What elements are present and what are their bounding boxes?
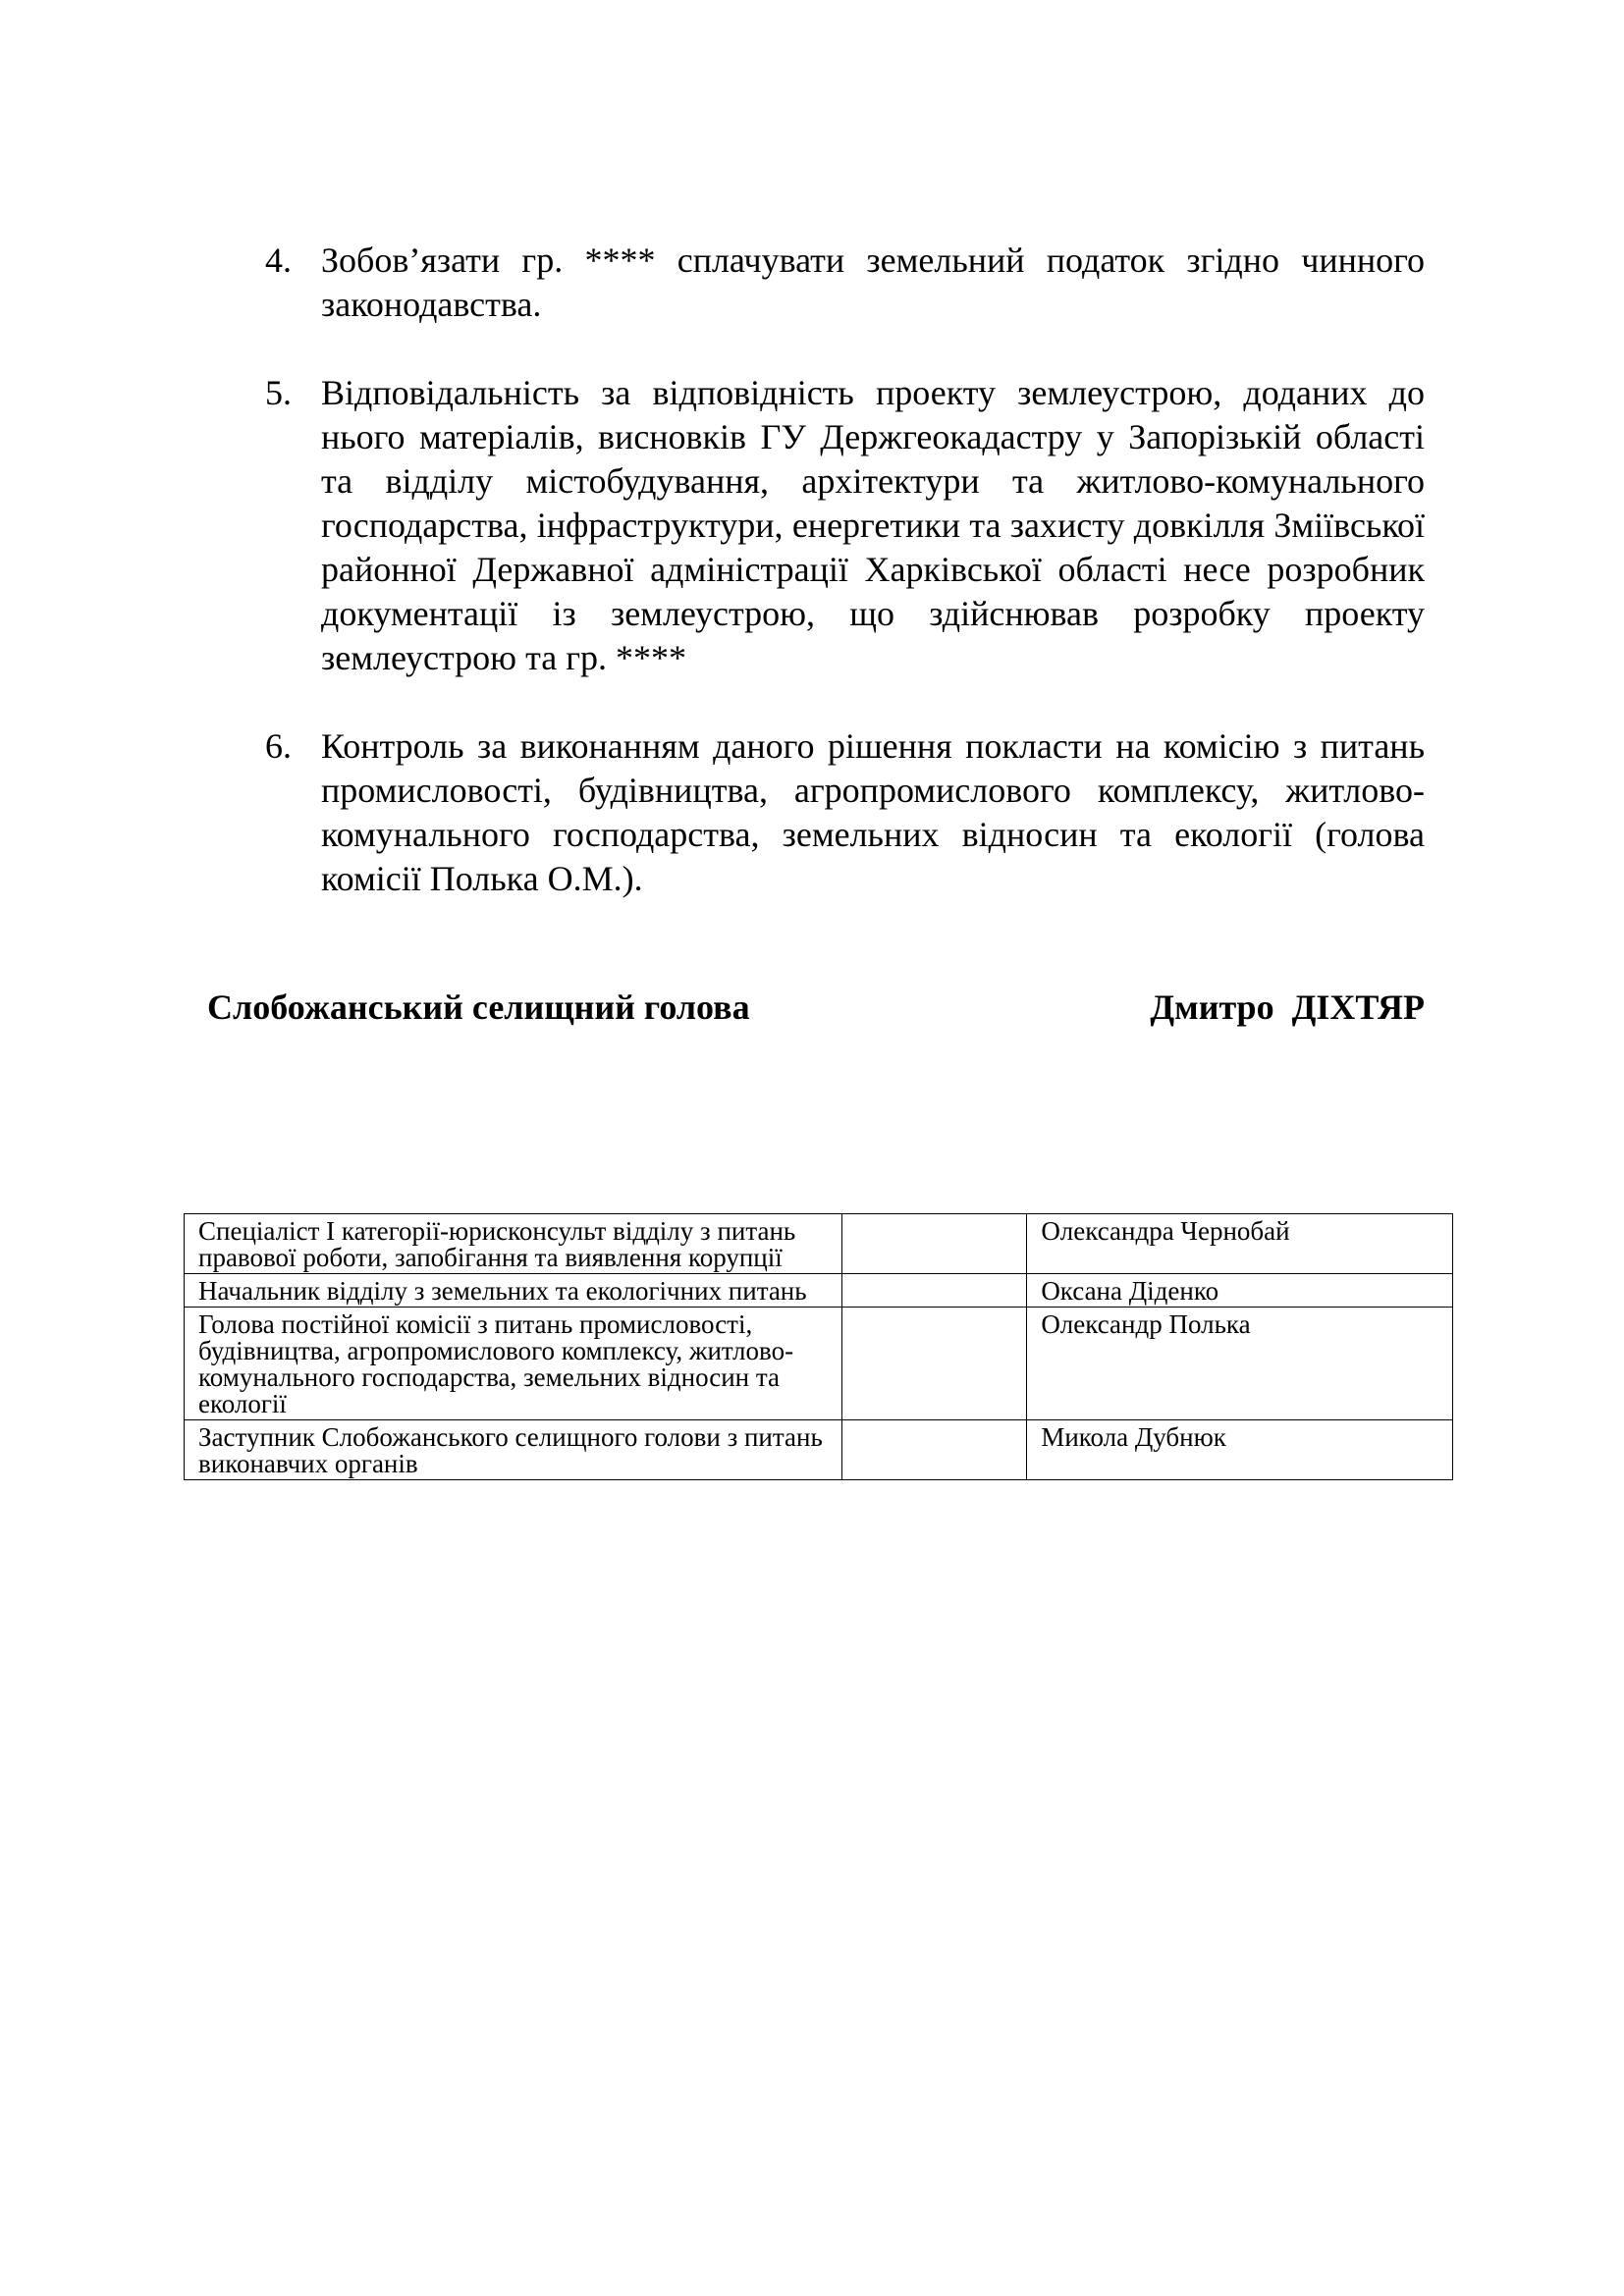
- signatory-name: Дмитро ДІХТЯР: [1150, 988, 1425, 1027]
- item-number: 4.: [265, 240, 292, 280]
- table-row: [185, 1308, 1453, 1420]
- signature-block: [207, 986, 1425, 1035]
- approver-position: Заступник Слобожанського селищного голови з питань виконавчих органів: [185, 1420, 842, 1480]
- approver-signature-cell: [841, 1420, 1027, 1480]
- approver-name: Олександра Чернобай: [1027, 1214, 1453, 1274]
- list-item: [265, 371, 1425, 680]
- approver-signature-cell: [841, 1274, 1027, 1308]
- approver-position: Спеціаліст І категорії-юрисконсульт відділу з питань правової роботи, запобігання та виявлення корупції: [185, 1214, 842, 1274]
- table-row: [185, 1420, 1453, 1480]
- table-row: [185, 1274, 1453, 1308]
- item-number: 5.: [265, 373, 292, 412]
- item-text: Контроль за виконанням даного рішення покласти на комісію з питань промисловості, будівництва, агропромислового комплексу, житлово-комунального господарства, земельних відносин та екології (голова комісії Полька О.М.).: [321, 726, 1425, 898]
- list-item: [265, 239, 1425, 327]
- approver-name: Микола Дубнюк: [1027, 1420, 1453, 1480]
- approver-name: Олександр Полька: [1027, 1308, 1453, 1420]
- approver-name: Оксана Діденко: [1027, 1274, 1453, 1308]
- approver-position: Начальник відділу з земельних та екологічних питань: [185, 1274, 842, 1308]
- item-text: Відповідальність за відповідність проекту землеустрою, доданих до нього матеріалів, висновків ГУ Держгеокадастру у Запорізькій області та відділу містобудування, архітектури та житлово-комунального господарства, інфраструктури, енергетики та захисту довкілля Зміївської районної Державної адміністрації Харківської області несе розробник документації із землеустрою, що здійснював розробку проекту землеустрою та гр. ****: [321, 373, 1425, 677]
- approvals-table: [184, 1213, 1453, 1480]
- item-number: 6.: [265, 726, 292, 766]
- table-row: [185, 1214, 1453, 1274]
- list-item: [265, 724, 1425, 901]
- approver-signature-cell: [841, 1308, 1027, 1420]
- item-text: Зобов’язати гр. **** сплачувати земельний податок згідно чинного законодавства.: [321, 240, 1425, 324]
- approver-signature-cell: [841, 1214, 1027, 1274]
- decision-items-list: [265, 239, 1425, 945]
- approver-position: Голова постійної комісії з питань промисловості, будівництва, агропромислового комплексу, житлово-комунального господарства, земельних відносин та екології: [185, 1308, 842, 1420]
- signatory-title: Слобожанський селищний голова: [207, 988, 750, 1027]
